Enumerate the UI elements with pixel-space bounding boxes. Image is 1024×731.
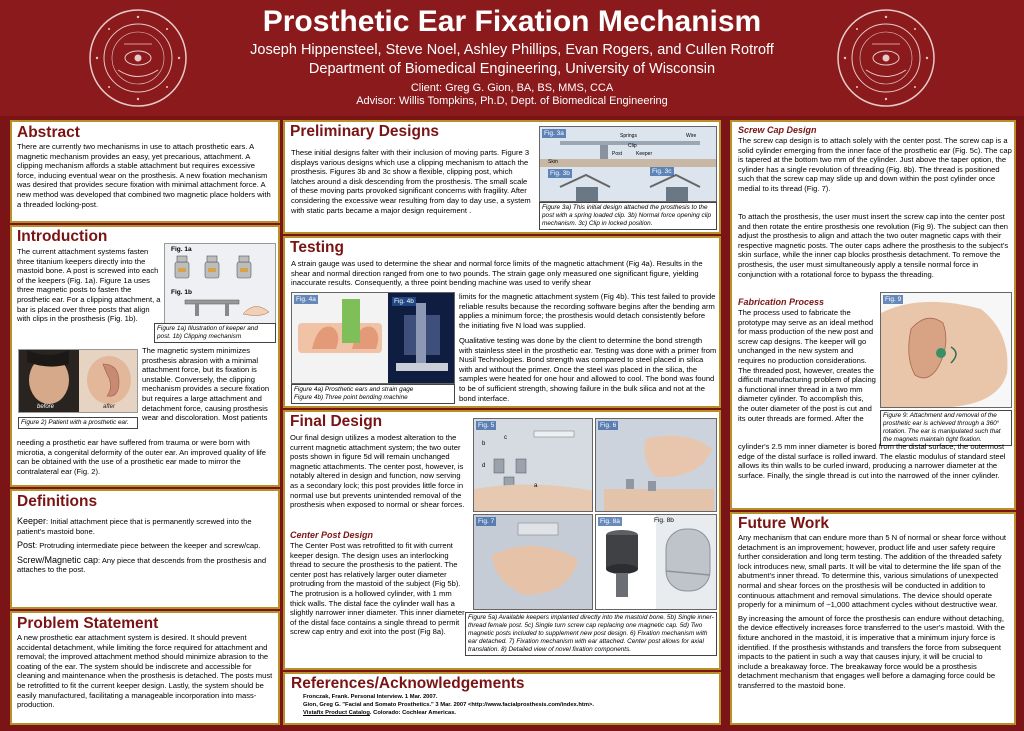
definition-keeper: Keeper: Initial attachment piece that is permanently screwed into the patient's mastoid bone. — [17, 516, 252, 536]
wire-label: Wire — [686, 133, 697, 139]
figure-6-detached — [595, 418, 717, 512]
introduction-panel — [10, 225, 280, 487]
references-title: References/Acknowledgements — [291, 675, 525, 692]
keeper-post-illustration — [165, 252, 276, 288]
center-post-text: The Center Post was retrofitted to fit with current keeper design. The design uses an interlocking thread to secure the prosthesis to the patient. The center post has relatively larger outer diameter protruding from the mastoid of the subject (Fig 5b). The protrusion is a hollowed cylinder, with 1 mm thick walls. The distal face the cylinder wall has a slightly narrower inner diameter. This inner diameter of the distal face contains a single thread to permit screw cap entry and exit into the post (Fig 8a). — [290, 541, 465, 637]
before-label: before — [37, 404, 55, 410]
testing-title: Testing — [290, 239, 344, 256]
springs-label: Springs — [620, 133, 637, 139]
after-label: after — [103, 404, 116, 410]
poster-authors: Joseph Hippensteel, Steve Noel, Ashley Phillips, Evan Rogers, and Cullen Rotroff — [250, 42, 774, 58]
introduction-text-1: The current attachment systems fasten three titanium keepers directly into the mastoid bone. A post is screwed into each of the keepers (Fig. 1a). Figure 1a uses three magnetic posts to fasten the prosthetic ear. For a clipping attachment, a bar is placed over three posts that align with clips in the prosthesis (Fig. 1b). — [17, 247, 161, 324]
attached-fixation-illustration — [474, 515, 593, 610]
figure-8a-label: Fig. 8a — [600, 518, 620, 525]
detached-fixation-illustration — [596, 419, 717, 512]
figure-7-label: Fig. 7 — [478, 518, 495, 525]
reference-3: Vistafix Product Catalog. Colorado: Cochlear Americas. — [303, 710, 457, 716]
abstract-title: Abstract — [17, 124, 80, 141]
future-work-title: Future Work — [738, 515, 829, 532]
definition-screw-cap: Screw/Magnetic cap: Any piece that descends from the prosthesis and attaches to the post. — [17, 554, 267, 575]
figure-4-test-setup — [291, 292, 455, 384]
post-label: Post — [612, 151, 623, 157]
final-design-panel — [283, 410, 721, 670]
abstract-text: There are currently two mechanisms in use to attach prosthetic ears. A magnetic mechanism provides an easy, yet precarious, attachment. A clipping mechanism affords a stable attachment but requires excessive force, inducing eventual wear on the prosthesis. A new fixation mechanism was desired that provides secure fixation with minimal attachment force. A new method was developed that combined two magnetic place holders with a threaded locking-post. — [17, 142, 271, 209]
figure-1-keeper-post — [164, 243, 276, 325]
future-work-text-2: By increasing the amount of force the prosthesis can endure without detaching, the device effectively increases force transferred to the user's mastoid. With the fixture anchored in the mastoid, it is imperative that a minimum injury force is identified. If the prosthesis withstands and transfers the force from subsequent impacts to the patient in such a way that causes injury, it will be crucial to include a breakaway force. The breakaway force would be a prosthesis detachment mechanism that engages well before a damaging force could be transferred to the mastoid bone. — [738, 613, 1005, 690]
preliminary-designs-text: These initial designs falter with their inclusion of moving parts. Figure 3 displays various designs which use a clipping mechanism to attach the prosthesis. Figures 3b and 3c show a flexible, clipping post, which latches around a disk descending from the prosthesis. The small scale of these moving parts provoked significant concerns with fragility. After considering the excessive wear resulting from day to day use, a system with static parts became a major design requirement . — [291, 148, 531, 215]
final-design-title: Final Design — [290, 413, 383, 430]
ear-rotation-illustration — [881, 293, 1012, 408]
final-design-text-1: Our final design utilizes a modest alteration to the current magnetic attachment system; the two outer posts shown in figure 5d will remain unchanged magnetic attachments. The center post, however, is notably altered in design and function, now serving as a secondary lock; this post provides little force in normal use but prevents unintended removal of the prosthesis when exposed to normal or shear forces. — [290, 433, 465, 510]
poster-advisor: Advisor: Willis Tompkins, Ph.D, Dept. of Biomedical Engineering — [356, 95, 668, 107]
figure-2-caption: Figure 2) Patient with a prosthetic ear. — [18, 417, 138, 429]
fabrication-text-2: cylinder's 2.5 mm inner diameter is bored from the distal surface, the outermost edge of the distal surface is rolled inward. The elastic modulus of standard steel allows its thin walls to be curled inward, producing a narrower diameter at the surface. Finally, the single thread is cut into the narrowed of the inner cylinder. — [738, 442, 1006, 480]
testing-text-2: limits for the magnetic attachment system (Fig 4b). This test failed to provide reliable results because the recording software begins after the bending arm applies a minimum force; the prosthesis would detach consistently before the initiating five N load was supplied. — [459, 292, 716, 330]
testing-text-3: Qualitative testing was done by the client to determine the bond strength with stainless steel in the prosthetic ear. Testing was done with a primer from Nusil Technologies. Bond strength was compared to steel placed in silica with and without the primer. Once the steel was placed in the silica, the samples were heated for one hour and allowed to cool. The bond was found to be of sufficient strength, showing failure in the bulk silica and not at the bond interface. — [459, 336, 717, 403]
figure-4b-label: Fig. 4b — [394, 298, 414, 305]
figure-5d-letter: d — [482, 463, 486, 469]
figure-4-caption: Figure 4a) Prosthetic ears and strain gage Figure 4b) Three point bending machine — [291, 384, 455, 404]
strain-gauge-illustration — [292, 293, 455, 384]
problem-statement-text: A new prosthetic ear attachment system is desired. It should prevent accidental detachment, while limiting the force required for attachment and removal; the improved attachment method should minimize abrasion to the coating of the ear. The system should be indiscrete and accessible for cleaning and maintenance when the prosthesis is detached. The posts must be retrofitted to fit the current keeper design. Lastly, the system should be easily manufactured, facilitating a manageable incorporation into mass-production. — [17, 633, 273, 710]
problem-statement-panel — [10, 611, 280, 725]
references-panel — [283, 672, 721, 725]
fabrication-title: Fabrication Process — [738, 297, 825, 307]
poster-title: Prosthetic Ear Fixation Mechanism — [262, 5, 762, 38]
figure-4a-label: Fig. 4a — [296, 296, 316, 303]
figure-1-caption: Figure 1a) Illustration of keeper and post. 1b) Clipping mechanism — [154, 323, 276, 343]
figure-3b-label: Fig. 3b — [550, 170, 570, 177]
figure-5b-letter: b — [482, 441, 486, 447]
future-work-panel — [730, 512, 1016, 725]
introduction-text-3: needing a prosthetic ear have suffered from trauma or were born with microtia, a congenital deformity of the outer ear. An improved quality of life can be obtained with the use of a prosthetic ear made to mirror the contralateral ear (Fig. 2). — [17, 438, 267, 476]
figure-5-8-caption: Figure 5a) Available keepers implanted directly into the mastoid bone. 5b) Single inner-thread female post. 5c) Single turn screw cap replacing one magnetic cap. 5d) Two magnetic posts included to supplement new post design. 6) Fixation mechanism with ear detached. 7) Fixation mechanism with ear attached. Center post allows for axial translation. 8) Detailed view of novel fixation components. — [465, 612, 717, 656]
figure-1b-label: Fig. 1b — [171, 289, 192, 296]
center-post-title: Center Post Design — [290, 530, 374, 540]
problem-statement-title: Problem Statement — [17, 615, 159, 632]
figure-9-label: Fig. 9 — [885, 296, 902, 303]
figure-8-components — [595, 514, 717, 610]
screw-cap-panel — [730, 120, 1016, 510]
screw-cap-title: Screw Cap Design — [738, 125, 817, 135]
figure-6-label: Fig. 6 — [600, 422, 617, 429]
skin-label: Skin — [548, 159, 558, 165]
screw-cap-text-1: The screw cap design is to attach solely with the center post. The screw cap is a solid cylinder emerging from the inner face of the prosthetic ear (Fig. 5c). The cap is tapered at the bottom two mm of the cylinder. Just above the taper option, the cylinder has a single revolution of threading (Fig. 8b). The thread is positioned such that the screw cap may slide up and down within the post cylinder once medial to its thread (Fig. 7). — [738, 136, 1012, 193]
figure-5-keepers — [473, 418, 593, 512]
figure-5c-letter: c — [504, 435, 507, 441]
testing-panel — [283, 236, 721, 408]
figure-5a-letter: a — [534, 483, 538, 489]
figure-3-caption: Figure 3a) This initial design attached the prosthesis to the post with a spring loaded clip. 3b) Normal force opening clip mechanism. 3c) Clip in locked position. — [539, 202, 717, 230]
preliminary-designs-panel — [283, 120, 721, 234]
poster-header — [0, 0, 1024, 116]
figure-1a-label: Fig. 1a — [171, 246, 192, 253]
clip-label: Clip — [628, 143, 637, 149]
preliminary-designs-title: Preliminary Designs — [290, 123, 440, 140]
poster-department: Department of Biomedical Engineering, University of Wisconsin — [308, 61, 716, 77]
figure-9-rotation — [880, 292, 1012, 408]
figure-7-attached — [473, 514, 593, 610]
figure-2-patient-photos — [18, 349, 138, 413]
definitions-panel — [10, 489, 280, 609]
figure-3-clip-designs — [539, 126, 717, 202]
fabrication-text-1: The process used to fabricate the prototype may serve as an ideal method for mass production of the new post and screw cap designs. The keeper will go unchanged in the new system and requires no production considerations. The threaded post, however, creates the difficult manufacturing problem of placing a functional inner thread in a two mm diameter cylinder. To accomplish this, the outer diameter of the post is cut and its outer threads are formed. After the — [738, 308, 876, 423]
keeper-label: Keeper — [636, 151, 653, 157]
keepers-illustration — [474, 419, 593, 512]
introduction-title: Introduction — [17, 228, 108, 245]
definition-post: Post: Protruding intermediate piece between the keeper and screw/cap. — [17, 540, 261, 551]
figure-8b-label: Fig. 8b — [654, 517, 674, 524]
testing-text-1: A strain gauge was used to determine the shear and normal force limits of the magnetic attachment (Fig 4a). Results in the shear and normal direction ranged from one to two pounds. The strain gage only measured one significant figure, yielding inaccurate results. Consequently, a three point bending machine was used to verify shear — [291, 259, 703, 288]
figure-3c-label: Fig. 3c — [652, 168, 672, 175]
figure-5-label: Fig. 5 — [478, 422, 495, 429]
introduction-text-2: The magnetic system minimizes prosthesis abrasion with a minimal attachment force, but its fixation is unstable. Conversely, the clipping mechanism provides a secure fixation but requires a large attachment and detachment force, causing prosthesis wear and discoloration. Most patients — [142, 346, 270, 423]
fixation-components-illustration — [596, 515, 717, 610]
screw-cap-text-2: To attach the prosthesis, the user must insert the screw cap into the center post and then rotate the entire prosthesis one revolution (Fig 9). The subject can then adjust the prosthesis to align and attach the two outer magnetic caps with their respective magnetic posts. The outer caps adhere the prosthesis to the subject's skin surface, while the inner cap blocks prosthesis detachment. To remove the prosthesis, the user must simultaneously apply a tensile normal force in conjunction with a rotational force to bypass the threading. — [738, 212, 1009, 279]
clipping-mechanism-illustration — [165, 294, 276, 324]
figure-9-caption: Figure 9: Attachment and removal of the prosthetic ear is achieved through a 360° rotation. The ear is manipulated such that the magnets maintain tight fixation. — [880, 410, 1012, 446]
reference-2: Gion, Greg G. "Facial and Somato Prosthetics." 3 Mar. 2007 <http://www.facialprosthesis.com/index.htm>. — [303, 702, 595, 708]
reference-1: Fronczak, Frank. Personal Interview. 1 Mar. 2007. — [303, 694, 438, 700]
future-work-text-1: Any mechanism that can endure more than 5 N of normal or shear force without detachment is an improvement; however, product life and user safety require further consideration and long term testing. The addition of the threaded safety lock introduces new, small parts. It will be vital to determine the life span of the abutment's inner thread. To determine this, various simulations of unexpected normal and shear forces on the prosthesis will be conducted in addition to continuous attachment and removal simulations. The device should operate properly for a minimum of ~1,000 attachment cycles without destructive wear. — [738, 533, 1007, 610]
abstract-panel — [10, 120, 280, 223]
poster-client: Client: Greg G. Gion, BA, BS, MMS, CCA — [410, 82, 614, 94]
figure-3a-label: Fig. 3a — [544, 130, 564, 137]
definitions-title: Definitions — [17, 493, 98, 510]
